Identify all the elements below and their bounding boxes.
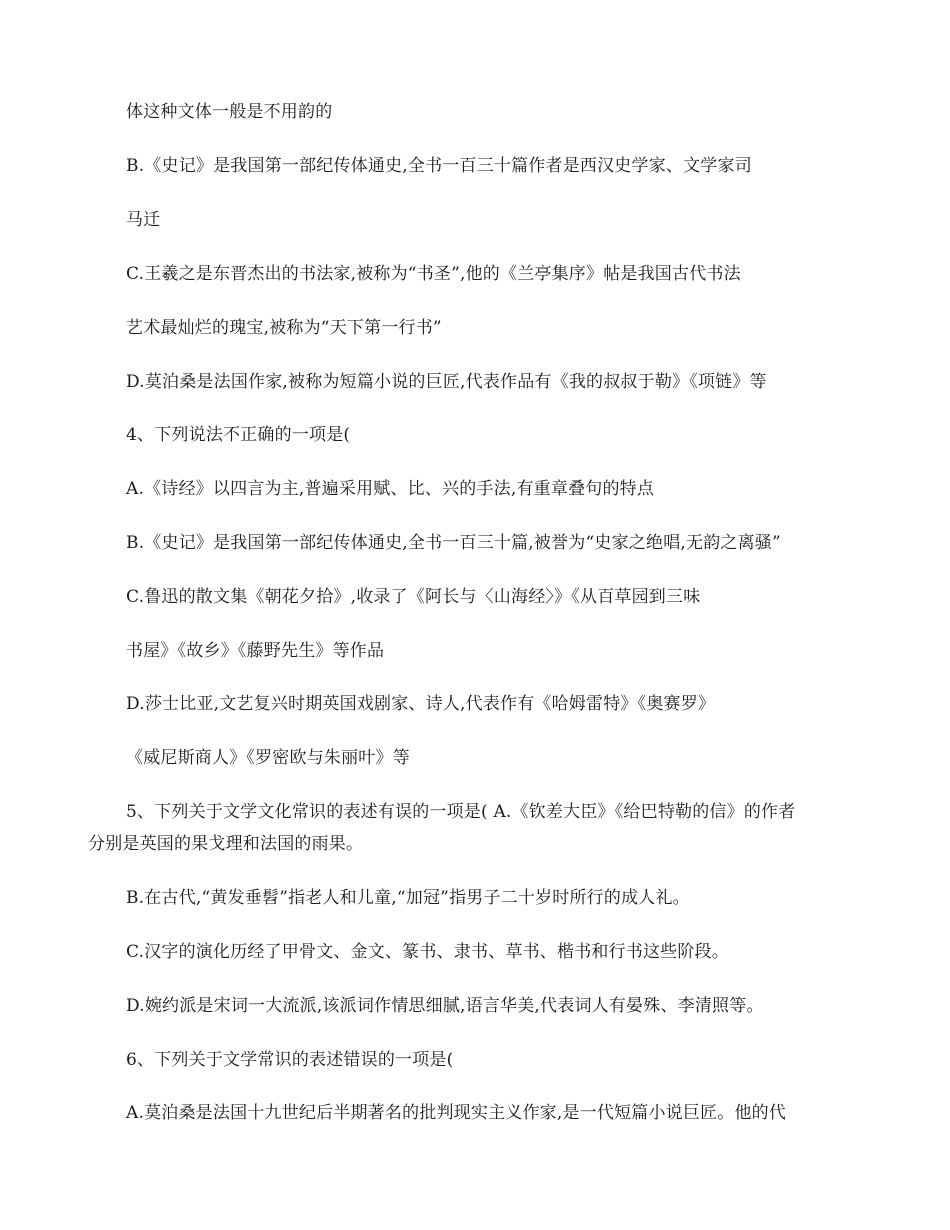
question-heading: 4、下列说法不正确的一项是(	[126, 425, 351, 445]
text-line: A.莫泊桑是法国十九世纪后半期著名的批判现实主义作家,是一代短篇小说巨匠。他的代	[126, 1103, 787, 1123]
text-line: 马迁	[126, 210, 161, 230]
text-line: 《威尼斯商人》《罗密欧与朱丽叶》等	[126, 748, 410, 768]
text-line: C.汉字的演化历经了甲骨文、金文、篆书、隶书、草书、楷书和行书这些阶段。	[126, 942, 730, 962]
question-heading: 6、下列关于文学常识的表述错误的一项是(	[126, 1050, 454, 1070]
text-line: D.莫泊桑是法国作家,被称为短篇小说的巨匠,代表作品有《我的叔叔于勒》《项链》等	[126, 372, 767, 392]
text-line: 书屋》《故乡》《藤野先生》等作品	[126, 641, 385, 661]
text-line: B.在古代,“黄发垂髫”指老人和儿童,“加冠”指男子二十岁时所行的成人礼。	[126, 888, 690, 908]
text-line: C.鲁迅的散文集《朝花夕拾》,收录了《阿长与〈山海经〉》《从百草园到三味	[126, 587, 701, 607]
text-line: D.莎士比亚,文艺复兴时期英国戏剧家、诗人,代表作有《哈姆雷特》《奥赛罗》	[126, 694, 716, 714]
text-line: 艺术最灿烂的瑰宝,被称为“天下第一行书”	[126, 318, 442, 338]
text-line: 分别是英国的果戈理和法国的雨果。	[88, 834, 364, 854]
question-heading: 5、下列关于文学文化常识的表述有误的一项是( A.《钦差大臣》《给巴特勒的信》的作者	[126, 802, 796, 822]
text-line: C.王羲之是东晋杰出的书法家,被称为“书圣”,他的《兰亭集序》帖是我国古代书法	[126, 264, 741, 284]
text-line: D.婉约派是宋词一大流派,该派词作情思细腻,语言华美,代表词人有晏殊、李清照等。	[126, 996, 764, 1016]
text-line: B.《史记》是我国第一部纪传体通史,全书一百三十篇,被誉为“史家之绝唱,无韵之离骚”	[126, 533, 781, 553]
text-line: B.《史记》是我国第一部纪传体通史,全书一百三十篇作者是西汉史学家、文学家司	[126, 156, 752, 176]
text-line: A.《诗经》以四言为主,普遍采用赋、比、兴的手法,有重章叠句的特点	[126, 479, 655, 499]
text-line: 体这种文体一般是不用韵的	[126, 102, 333, 122]
